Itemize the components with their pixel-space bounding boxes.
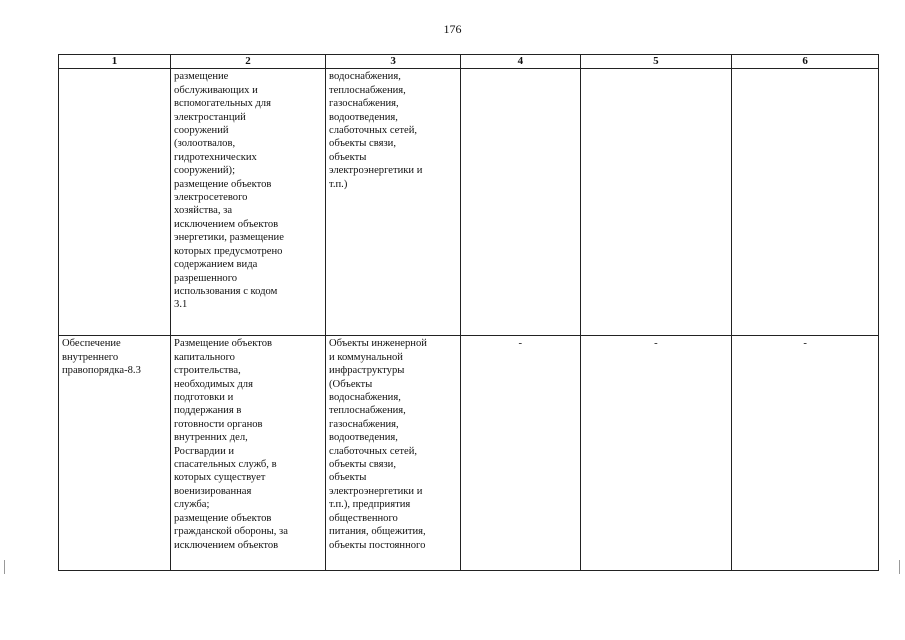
- header-row: [59, 55, 879, 69]
- table-row: [59, 336, 879, 571]
- cell-text: -: [654, 338, 658, 350]
- cell-use-description: [171, 69, 326, 336]
- cell-col-5: [580, 69, 732, 336]
- page-number: 176: [443, 22, 462, 36]
- scan-edge-mark-right: [899, 560, 900, 574]
- cell-col-5: [580, 336, 732, 571]
- cell-use-name: [59, 336, 171, 571]
- cell-col-4: [461, 336, 580, 571]
- cell-text: размещение обслуживающих и вспомогательных для электростанций сооружений (золоотвалов, гидротехнических сооружений); размещение объектов электросетевого хозяйства, за исключением объектов энергетики, размещение которых предусмотрено содержанием вида разрешенного использования с кодом 3.1: [174, 71, 284, 311]
- column-header-6: 6: [732, 55, 879, 69]
- cell-use-description: [171, 336, 326, 571]
- column-header-2: 2: [171, 55, 326, 69]
- cell-text: Обеспечение внутреннего правопорядка-8.3: [62, 338, 141, 377]
- cell-use-name: [59, 69, 171, 336]
- column-header-1: 1: [59, 55, 171, 69]
- cell-col-4: [461, 69, 580, 336]
- column-header-5: 5: [580, 55, 732, 69]
- scan-edge-mark-left: [4, 560, 5, 574]
- cell-text: -: [518, 338, 523, 350]
- cell-text: -: [803, 338, 807, 350]
- cell-col-6: [732, 336, 879, 571]
- cell-text: Размещение объектов капитального строительства, необходимых для подготовки и поддержания в готовности органов внутренних дел, Росгвардии и спасательных служб, в которых существует военизированная служба; размещение объектов гражданской обороны, за исключением объектов: [174, 338, 288, 551]
- cell-text: водоснабжения, теплоснабжения, газоснабжения, водоотведения, слаботочных сетей, объекты связи, объекты электроэнергетики и т.п.): [329, 71, 423, 190]
- cell-col-6: [732, 69, 879, 336]
- zoning-table: [58, 54, 879, 571]
- column-header-3: 3: [326, 55, 461, 69]
- column-header-4: 4: [461, 55, 580, 69]
- cell-auxiliary-uses: [326, 69, 461, 336]
- table-row: [59, 69, 879, 336]
- cell-text: Объекты инженерной и коммунальной инфраструктуры (Объекты водоснабжения, теплоснабжения, газоснабжения, водоотведения, слаботочных сетей, объекты связи, объекты электроэнергетики и т.п.), предприятия общественного питания, общежития, объекты постоянного: [329, 338, 427, 551]
- cell-auxiliary-uses: [326, 336, 461, 571]
